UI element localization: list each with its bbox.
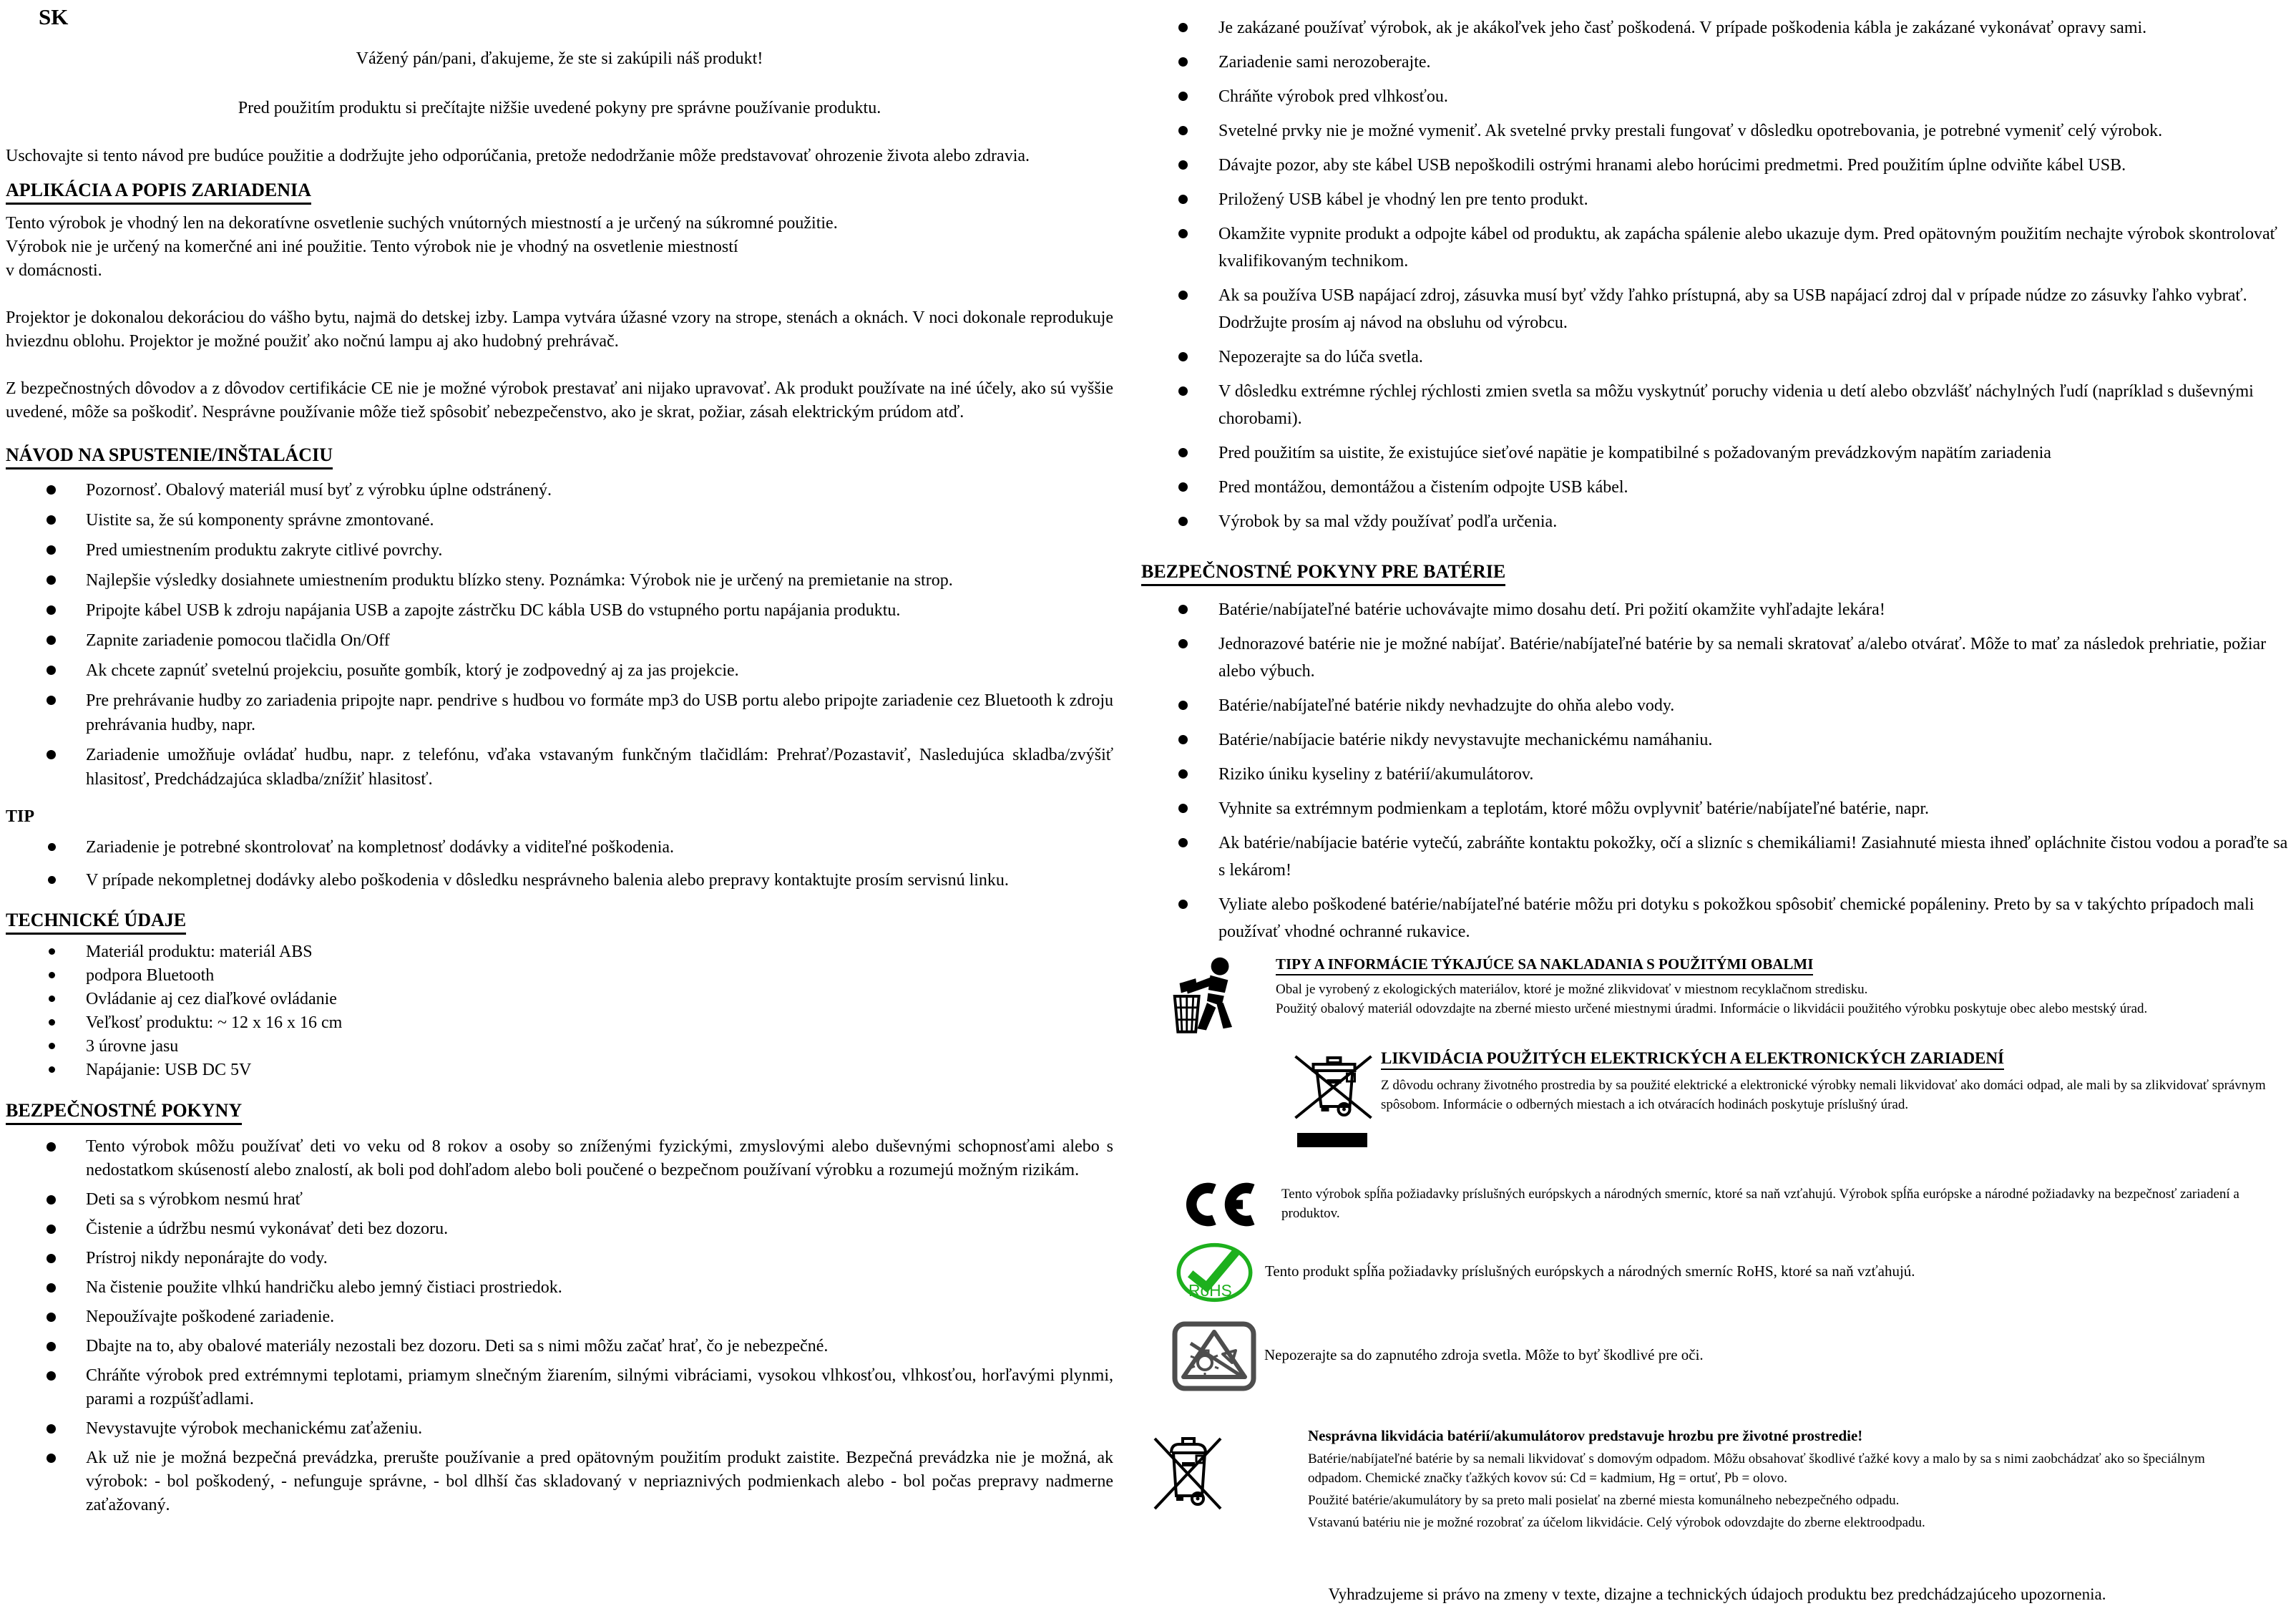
list-item: Vyhnite sa extrémnym podmienkam a teplotám, ktoré môžu ovplyvniť batérie/nabíjateľné batérie, napr. bbox=[1141, 795, 2293, 822]
list-item: Vyliate alebo poškodené batérie/nabíjateľné batérie môžu pri dotyku s pokožkou spôsobiť chemické popáleniny. Preto by sa v takýchto prípadoch mali používať vhodné ochranné rukavice. bbox=[1141, 891, 2293, 945]
paragraph-line: Použitý obalový materiál odovzdajte na zberné miesto určené miestnymi úradmi. Informácie o likvidácii použitého výrobku poskytuje obec alebo mestský úrad. bbox=[1276, 1001, 2148, 1016]
list-item: Zapnite zariadenie pomocou tlačidla On/Off bbox=[6, 628, 1113, 653]
safety-continued-bullet-list bbox=[1141, 14, 2293, 535]
list-item: Okamžite vypnite produkt a odpojte kábel od produktu, ak zapácha spálenie alebo ukazuje dym. Pred opätovným použitím nechajte výrobok skontrolovať kvalifikovaným technikom. bbox=[1141, 220, 2293, 275]
section-heading-tip: TIP bbox=[6, 807, 35, 826]
installation-bullet-list bbox=[6, 478, 1113, 792]
intro-greeting: Vážený pán/pani, ďakujeme, že ste si zakúpili náš produkt! bbox=[356, 49, 763, 68]
list-item: Ak sa používa USB napájací zdroj, zásuvka musí byť vždy ľahko prístupná, aby sa USB napájací zdroj dal v prípade núdze zo zásuvky ľahko vybrať. Dodržujte prosím aj návod na obsluhu od výrobcu. bbox=[1141, 282, 2293, 336]
weee-bar bbox=[1297, 1133, 1367, 1147]
list-item: Nepoužívajte poškodené zariadenie. bbox=[6, 1305, 1113, 1329]
section-heading-tech: TECHNICKÉ ÚDAJE bbox=[6, 910, 1113, 935]
tech-bullet-list bbox=[6, 940, 1113, 1081]
weee-bin-icon bbox=[1288, 1049, 1377, 1147]
section-heading-safety: BEZPEČNOSTNÉ POKYNY bbox=[6, 1100, 1113, 1125]
list-item: Veľkosť produktu: ~ 12 x 16 x 16 cm bbox=[6, 1011, 1113, 1034]
list-item: Chráňte výrobok pred vlhkosťou. bbox=[1141, 83, 2293, 110]
paragraph-line: Obal je vyrobený z ekologických materiálov, ktoré je možné zlikvidovať v miestnom recyklačnom stredisku. bbox=[1276, 982, 1868, 997]
paragraph-line: v domácnosti. bbox=[6, 261, 102, 280]
safety-bullet-list bbox=[6, 1135, 1113, 1517]
list-item: Chráňte výrobok pred extrémnymi teplotami, priamym slnečným žiarením, silnými vibráciami, vysokou vlhkosťou, vlhkosťou, horľavými plynmi, parami a rozpúšťadlami. bbox=[6, 1364, 1113, 1411]
list-item: Nepozerajte sa do lúča svetla. bbox=[1141, 344, 2293, 371]
list-item: Zariadenie umožňuje ovládať hudbu, napr. z telefónu, vďaka vstavaným funkčným tlačidlám: Prehrať/Pozastaviť, Nasledujúca skladba/zvýšiť hlasitosť, Predchádzajúca skladba/znížiť hlasitosť. bbox=[6, 743, 1113, 792]
rohs-info-block bbox=[1141, 1242, 2293, 1306]
packaging-info-block bbox=[1141, 955, 2293, 1041]
list-item: Pred použitím sa uistite, že existujúce sieťové napätie je kompatibilné s požadovaným prevádzkovým napätím zariadenia bbox=[1141, 439, 2293, 467]
battery-disposal-lines bbox=[1308, 1449, 2250, 1532]
left-column bbox=[6, 0, 1113, 1523]
list-item: Dávajte pozor, aby ste kábel USB nepoškodili ostrými hranami alebo horúcimi predmetmi. Pred použitím úplne odviňte kábel USB. bbox=[1141, 152, 2293, 179]
application-paragraph-1 bbox=[6, 212, 1113, 283]
list-item: Batérie/nabíjateľné batérie uchovávajte mimo dosahu detí. Pri požití okamžite vyhľadajte lekára! bbox=[1141, 596, 2293, 623]
weee-text: Z dôvodu ochrany životného prostredia by sa použité elektrické a elektronické výrobky nemali likvidovať ako domáci odpad, ale mali by sa zlikvidovať správnym spôsobom. Informácie o odberných miestach a ich otváracích hodinách poskytuje príslušný úrad. bbox=[1381, 1078, 2266, 1112]
list-item: Uistite sa, že sú komponenty správne zmontované. bbox=[6, 508, 1113, 532]
application-paragraph-3: Z bezpečnostných dôvodov a z dôvodov certifikácie CE nie je možné výrobok prestavať ani nijako upravovať. Ak produkt používate na iné účely, ako sú vyššie uvedené, môže sa poškodiť. Nesprávne používanie môže tiež spôsobiť nebezpečenstvo, ako je skrat, požiar, zásah elektrickým prúdom atď. bbox=[6, 379, 1113, 422]
list-item: Materiál produktu: materiál ABS bbox=[6, 940, 1113, 963]
list-item: Ak už nie je možná bezpečná prevádzka, prerušte používanie a pred opätovným použitím produkt zaistite. Bezpečná prevádzka nie je možná, ak výrobok: - bol poškodený, - nefunguje správne, - bol dlhší čas skladovaný v nepriaznivých podmienkach alebo - bol počas prepravy nadmerne zaťažovaný. bbox=[6, 1446, 1113, 1517]
battery-bin-icon bbox=[1152, 1427, 1223, 1518]
footer-disclaimer: Vyhradzujeme si právo na zmeny v texte, dizajne a technických údajoch produktu bez predchádzajúceho upozornenia. bbox=[1328, 1585, 2106, 1603]
right-column bbox=[1141, 0, 2293, 1604]
tip-bullet-list bbox=[6, 835, 1113, 892]
ce-info-block bbox=[1141, 1182, 2293, 1231]
battery-disposal-text bbox=[1308, 1427, 2250, 1535]
list-item: Pred montážou, demontážou a čistením odpojte USB kábel. bbox=[1141, 474, 2293, 501]
ce-text: Tento výrobok spĺňa požiadavky príslušných európskych a národných smerníc, ktoré sa naň vzťahujú. Výrobok spĺňa európske a národné požiadavky na bezpečnosť zariadení a produktov. bbox=[1281, 1187, 2239, 1221]
list-item: V prípade nekompletnej dodávky alebo poškodenia v dôsledku nesprávneho balenia alebo prepravy kontaktujte prosím servisnú linku. bbox=[6, 868, 1113, 892]
list-item: Výrobok by sa mal vždy používať podľa určenia. bbox=[1141, 508, 2293, 535]
list-item: Na čistenie použite vlhkú handričku alebo jemný čistiaci prostriedok. bbox=[6, 1276, 1113, 1300]
list-item: Je zakázané používať výrobok, ak je akákoľvek jeho časť poškodená. V prípade poškodenia kábla je zakázané vykonávať opravy sami. bbox=[1141, 14, 2293, 42]
section-heading-installation: NÁVOD NA SPUSTENIE/INŠTALÁCIU bbox=[6, 444, 1113, 469]
tidy-man-icon bbox=[1170, 955, 1251, 1041]
light-warning-block bbox=[1141, 1320, 2293, 1396]
list-item: Ak chcete zapnúť svetelnú projekciu, posuňte gombík, ktorý je zodpovedný aj za jas projekcie. bbox=[6, 658, 1113, 683]
list-item: Nevystavujte výrobok mechanickému zaťaženiu. bbox=[6, 1417, 1113, 1441]
list-item: Pred umiestnením produktu zakryte citlivé povrchy. bbox=[6, 538, 1113, 563]
ce-mark-icon bbox=[1181, 1182, 1260, 1231]
list-item: Priložený USB kábel je vhodný len pre tento produkt. bbox=[1141, 186, 2293, 213]
list-item: Napájanie: USB DC 5V bbox=[6, 1058, 1113, 1081]
section-heading-application: APLIKÁCIA A POPIS ZARIADENIA bbox=[6, 180, 1113, 205]
intro-instruction: Pred použitím produktu si prečítajte nižšie uvedené pokyny pre správne používanie produktu. bbox=[238, 99, 881, 117]
list-item: Čistenie a údržbu nesmú vykonávať deti bez dozoru. bbox=[6, 1217, 1113, 1241]
battery-safety-bullet-list bbox=[1141, 596, 2293, 945]
list-item: Deti sa s výrobkom nesmú hrať bbox=[6, 1188, 1113, 1212]
paragraph-line: Batérie/nabíjateľné batérie by sa nemali likvidovať s domovým odpadom. Môžu obsahovať škodlivé ťažké kovy a malo by sa s nimi zaobchádzať ako so špeciálnym odpadom. Chemické značky ťažkých kovov sú: Cd = kadmium, Hg = ortuť, Pb = olovo. bbox=[1308, 1451, 2205, 1486]
paragraph-line: Tento výrobok je vhodný len na dekoratívne osvetlenie suchých vnútorných miestností a je určený na súkromné použitie. bbox=[6, 214, 838, 233]
list-item: Tento výrobok môžu používať deti vo veku od 8 rokov a osoby so zníženými fyzickými, zmyslovými alebo duševnými schopnosťami alebo s nedostatkom skúseností alebo znalostí, ak boli pod dohľadom alebo boli poučené o bezpečnom používaní výrobku a rozumejú možným rizikám. bbox=[6, 1135, 1113, 1182]
list-item: Pozornosť. Obalový materiál musí byť z výrobku úplne odstránený. bbox=[6, 478, 1113, 502]
list-item: Zariadenie je potrebné skontrolovať na kompletnosť dodávky a viditeľné poškodenia. bbox=[6, 835, 1113, 860]
list-item: podpora Bluetooth bbox=[6, 964, 1113, 987]
paragraph-line: Použité batérie/akumulátory by sa preto mali posielať na zberné miesta komunálneho nebezpečného odpadu. bbox=[1308, 1493, 1900, 1508]
paragraph-line: Vstavanú batériu nie je možné rozobrať za účelom likvidácie. Celý výrobok odovzdajte do zberne elektroodpadu. bbox=[1308, 1515, 1925, 1530]
weee-info-text bbox=[1381, 1049, 2293, 1114]
list-item: 3 úrovne jasu bbox=[6, 1035, 1113, 1058]
packaging-lines bbox=[1276, 980, 2293, 1018]
list-item: Batérie/nabíjateľné batérie nikdy nevhadzujte do ohňa alebo vody. bbox=[1141, 692, 2293, 719]
language-label: SK bbox=[39, 4, 69, 29]
list-item: Najlepšie výsledky dosiahnete umiestnením produktu blízko steny. Poznámka: Výrobok nie je určený na premietanie na strop. bbox=[6, 568, 1113, 593]
list-item: Riziko úniku kyseliny z batérií/akumulátorov. bbox=[1141, 761, 2293, 788]
list-item: Ovládanie aj cez diaľkové ovládanie bbox=[6, 988, 1113, 1011]
list-item: Batérie/nabíjacie batérie nikdy nevystavujte mechanickému namáhaniu. bbox=[1141, 726, 2293, 754]
list-item: Pripojte kábel USB k zdroju napájania USB a zapojte zástrčku DC kábla USB do vstupného portu napájania produktu. bbox=[6, 598, 1113, 623]
intro-note: Uschovajte si tento návod pre budúce použitie a dodržujte jeho odporúčania, pretože nedodržanie môže predstavovať ohrozenie života alebo zdravia. bbox=[6, 147, 1030, 165]
svg-text:RoHS: RoHS bbox=[1188, 1280, 1232, 1300]
rohs-icon bbox=[1175, 1242, 1254, 1306]
list-item: Dbajte na to, aby obalové materiály nezostali bez dozoru. Deti sa s nimi môžu začať hrať, čo je nebezpečné. bbox=[6, 1335, 1113, 1358]
weee-info-block bbox=[1141, 1049, 2293, 1147]
section-heading-battery-safety: BEZPEČNOSTNÉ POKYNY PRE BATÉRIE bbox=[1141, 561, 2293, 586]
paragraph-line: Výrobok nie je určený na komerčné ani iné použitie. Tento výrobok nie je vhodný na osvetlenie miestností bbox=[6, 238, 738, 256]
application-paragraph-2: Projektor je dokonalou dekoráciou do vášho bytu, najmä do detskej izby. Lampa vytvára úžasné vzory na strope, stenách a oknách. V noci dokonale reprodukuje hviezdnu oblohu. Projektor je možné použiť ako nočnú lampu aj ako hudobný prehrávač. bbox=[6, 308, 1113, 351]
list-item: V dôsledku extrémne rýchlej rýchlosti zmien svetla sa môžu vyskytnúť poruchy videnia u detí alebo obzvlášť náchylných ľudí (napríklad s duševnými chorobami). bbox=[1141, 378, 2293, 432]
light-warning-text: Nepozerajte sa do zapnutého zdroja svetla. Môže to byť škodlivé pre oči. bbox=[1264, 1346, 1704, 1363]
rohs-text: Tento produkt spĺňa požiadavky príslušných európskych a národných smerníc RoHS, ktoré sa naň vzťahujú. bbox=[1265, 1262, 1915, 1280]
battery-disposal-heading: Nesprávna likvidácia batérií/akumulátorov predstavuje hrozbu pre životné prostredie! bbox=[1308, 1427, 1863, 1444]
list-item: Ak batérie/nabíjacie batérie vytečú, zabráňte kontaktu pokožky, očí a slizníc s chemikáliami! Zasiahnuté miesta ihneď opláchnite čistou vodou a poraďte sa s lekárom! bbox=[1141, 829, 2293, 884]
list-item: Prístroj nikdy neponárajte do vody. bbox=[6, 1247, 1113, 1270]
list-item: Zariadenie sami nerozoberajte. bbox=[1141, 49, 2293, 76]
list-item: Jednorazové batérie nie je možné nabíjať. Batérie/nabíjateľné batérie by sa nemali skratovať a/alebo otvárať. Môže to mať za následok prehriatie, požiar alebo výbuch. bbox=[1141, 631, 2293, 685]
battery-disposal-block bbox=[1141, 1427, 2293, 1535]
list-item: Svetelné prvky nie je možné vymeniť. Ak svetelné prvky prestali fungovať v dôsledku opotrebovania, je potrebné vymeniť celý výrobok. bbox=[1141, 117, 2293, 145]
list-item: Pre prehrávanie hudby zo zariadenia pripojte napr. pendrive s hudbou vo formáte mp3 do USB portu alebo pripojte zariadenie cez Bluetooth k zdroju prehrávania hudby, napr. bbox=[6, 688, 1113, 737]
packaging-heading: TIPY A INFORMÁCIE TÝKAJÚCE SA NAKLADANIA S POUŽITÝMI OBALMI bbox=[1276, 955, 2293, 975]
eye-warning-icon bbox=[1171, 1320, 1257, 1396]
weee-heading: LIKVIDÁCIA POUŽITÝCH ELEKTRICKÝCH A ELEKTRONICKÝCH ZARIADENÍ bbox=[1381, 1049, 2293, 1070]
packaging-info-text bbox=[1276, 955, 2293, 1018]
